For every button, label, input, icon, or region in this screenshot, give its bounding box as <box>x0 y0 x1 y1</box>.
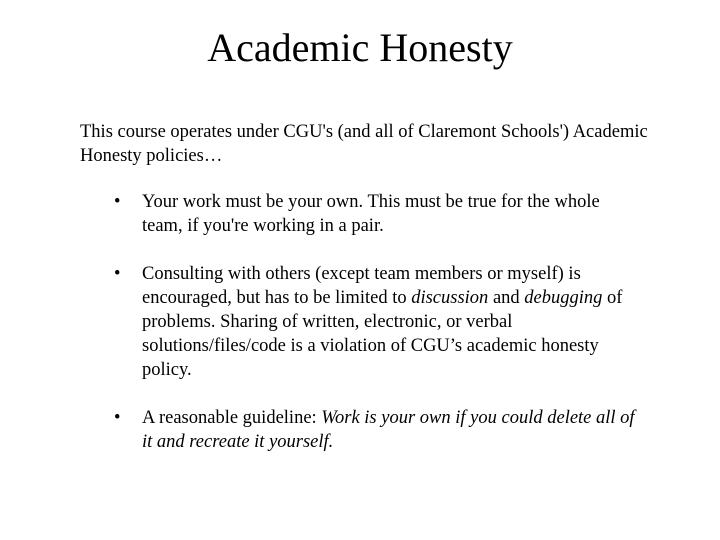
bullet-text-part: of problems. Sharing of written, electronic, or verbal solutions/files/code is a violation of CGU’s academic honesty policy. <box>142 288 623 380</box>
bullet-text <box>142 262 644 382</box>
bullet-dot: • <box>114 408 121 428</box>
bullet-dot: • <box>114 264 121 284</box>
bullet-dot: • <box>114 192 121 212</box>
bullet-item-consulting <box>114 262 644 382</box>
bullet-item-own-work <box>114 190 644 238</box>
bullet-text <box>142 406 644 454</box>
bullet-text: Your work must be your own. This must be true for the whole team, if you're working in a pair. <box>142 192 600 236</box>
bullet-text-part: Consulting with others (except team members or myself) is encouraged, but has to be limited to <box>142 264 581 308</box>
emphasis-debugging: debugging <box>524 288 603 308</box>
bullet-item-guideline <box>114 406 644 454</box>
bullet-text-part: A reasonable guideline: <box>142 408 322 428</box>
emphasis-guideline: Work is your own if you could delete all of it and recreate it yourself. <box>142 408 635 452</box>
bullet-text-part: and <box>488 288 525 308</box>
emphasis-discussion: discussion <box>411 288 489 308</box>
intro-paragraph: This course operates under CGU's (and all of Claremont Schools') Academic Honesty policies… <box>80 122 648 166</box>
slide-title: Academic Honesty <box>207 25 513 70</box>
